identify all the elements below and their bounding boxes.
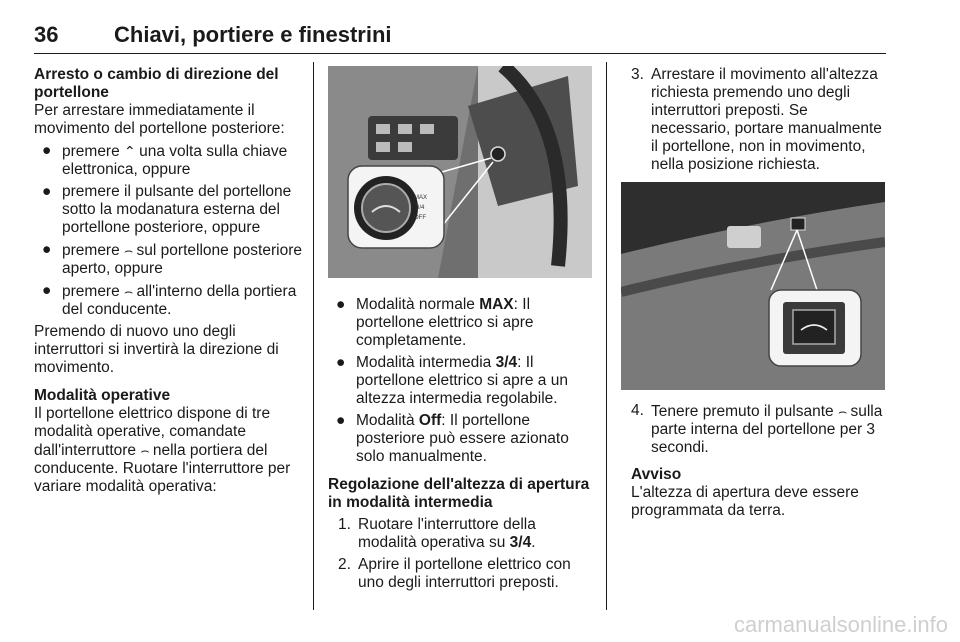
liftgate-icon: ⌢ (140, 442, 149, 458)
note-box (621, 466, 886, 520)
key-icon: ⌃ (124, 143, 135, 159)
bullet-icon: ● (42, 142, 52, 159)
section-heading: Modalità operative (34, 387, 171, 404)
bullet-icon: ● (42, 282, 52, 299)
note-title: Avviso (631, 466, 682, 483)
column-3-lower (621, 402, 886, 520)
list-item: ● premere il pulsante del portellone sotto la modanatura esterna del portellone posteriore, oppure (42, 183, 292, 236)
list-item: ● premere ⌃ una volta sulla chiave elettronica, oppure (42, 142, 288, 178)
liftgate-button-figure (621, 182, 885, 390)
column-1 (34, 66, 302, 496)
list-item: ● premere ⌢ all'interno della portiera del conducente. (42, 282, 297, 318)
column-divider-2 (606, 62, 607, 610)
page-number: 36 (34, 22, 59, 47)
watermark: carmanualsonline.info (733, 612, 948, 637)
page-header (34, 22, 886, 54)
header-rule (34, 53, 886, 54)
note-text: L'altezza di apertura deve essere programmata da terra. (631, 484, 859, 519)
list-item: 3. Arrestare il movimento all'altezza richiesta premendo uno degli interruttori preposti. Se necessario, portare manualmente il portellone, non in movimento, nella posizione richiesta. (631, 66, 882, 173)
bullet-icon: ● (42, 183, 52, 200)
section-heading: Regolazione dell'altezza di apertura in modalità intermedia (328, 476, 590, 511)
bullet-icon: ● (336, 296, 346, 313)
bullet-icon: ● (336, 354, 346, 371)
list-item: 2. Aprire il portellone elettrico con uno degli interruttori preposti. (338, 556, 571, 591)
liftgate-icon: ⌢ (837, 403, 847, 419)
mode-label-off: OFF (414, 215, 426, 221)
liftgate-icon: ⌢ (124, 242, 133, 258)
door-switch-figure (328, 66, 592, 278)
mode-label-max: MAX (414, 195, 428, 201)
body-text: Il portellone elettrico dispone di tre modalità operative, comandate dall'interruttore ⌢ nella portiera del conducente. Ruotare l'interruttore per variare modalità operativa: (34, 405, 291, 495)
bullet-icon: ● (42, 241, 52, 258)
column-divider-1 (313, 62, 314, 610)
body-text: Premendo di nuovo uno degli interruttori si invertirà la direzione di movimento. (34, 323, 279, 376)
bullet-icon: ● (336, 412, 346, 429)
section-heading: Arresto o cambio di direzione del portellone (34, 66, 279, 101)
list-item: 1. Ruotare l'interruttore della modalità operativa su 3/4. (338, 516, 536, 551)
column-3 (621, 66, 886, 174)
liftgate-icon: ⌢ (124, 283, 133, 299)
list-item: ● premere ⌢ sul portellone posteriore aperto, oppure (42, 241, 302, 277)
page-title: Chiavi, portiere e finestrini (114, 22, 392, 47)
list-item: ● Modalità intermedia 3/4: Il portellone elettrico si apre a un altezza intermedia regolabile. (336, 354, 568, 407)
column-2 (328, 292, 592, 592)
list-item: ● Modalità normale MAX: Il portellone elettrico si apre completamente. (336, 296, 534, 349)
list-item: ● Modalità Off: Il portellone posteriore può essere azionato solo manualmente. (336, 412, 569, 465)
mode-label-three-four: 3/4 (416, 205, 425, 211)
intro-text: Per arrestare immediatamente il movimento del portellone posteriore: (34, 102, 285, 137)
list-item: 4. Tenere premuto il pulsante ⌢ sulla parte interna del portellone per 3 secondi. (631, 402, 883, 456)
